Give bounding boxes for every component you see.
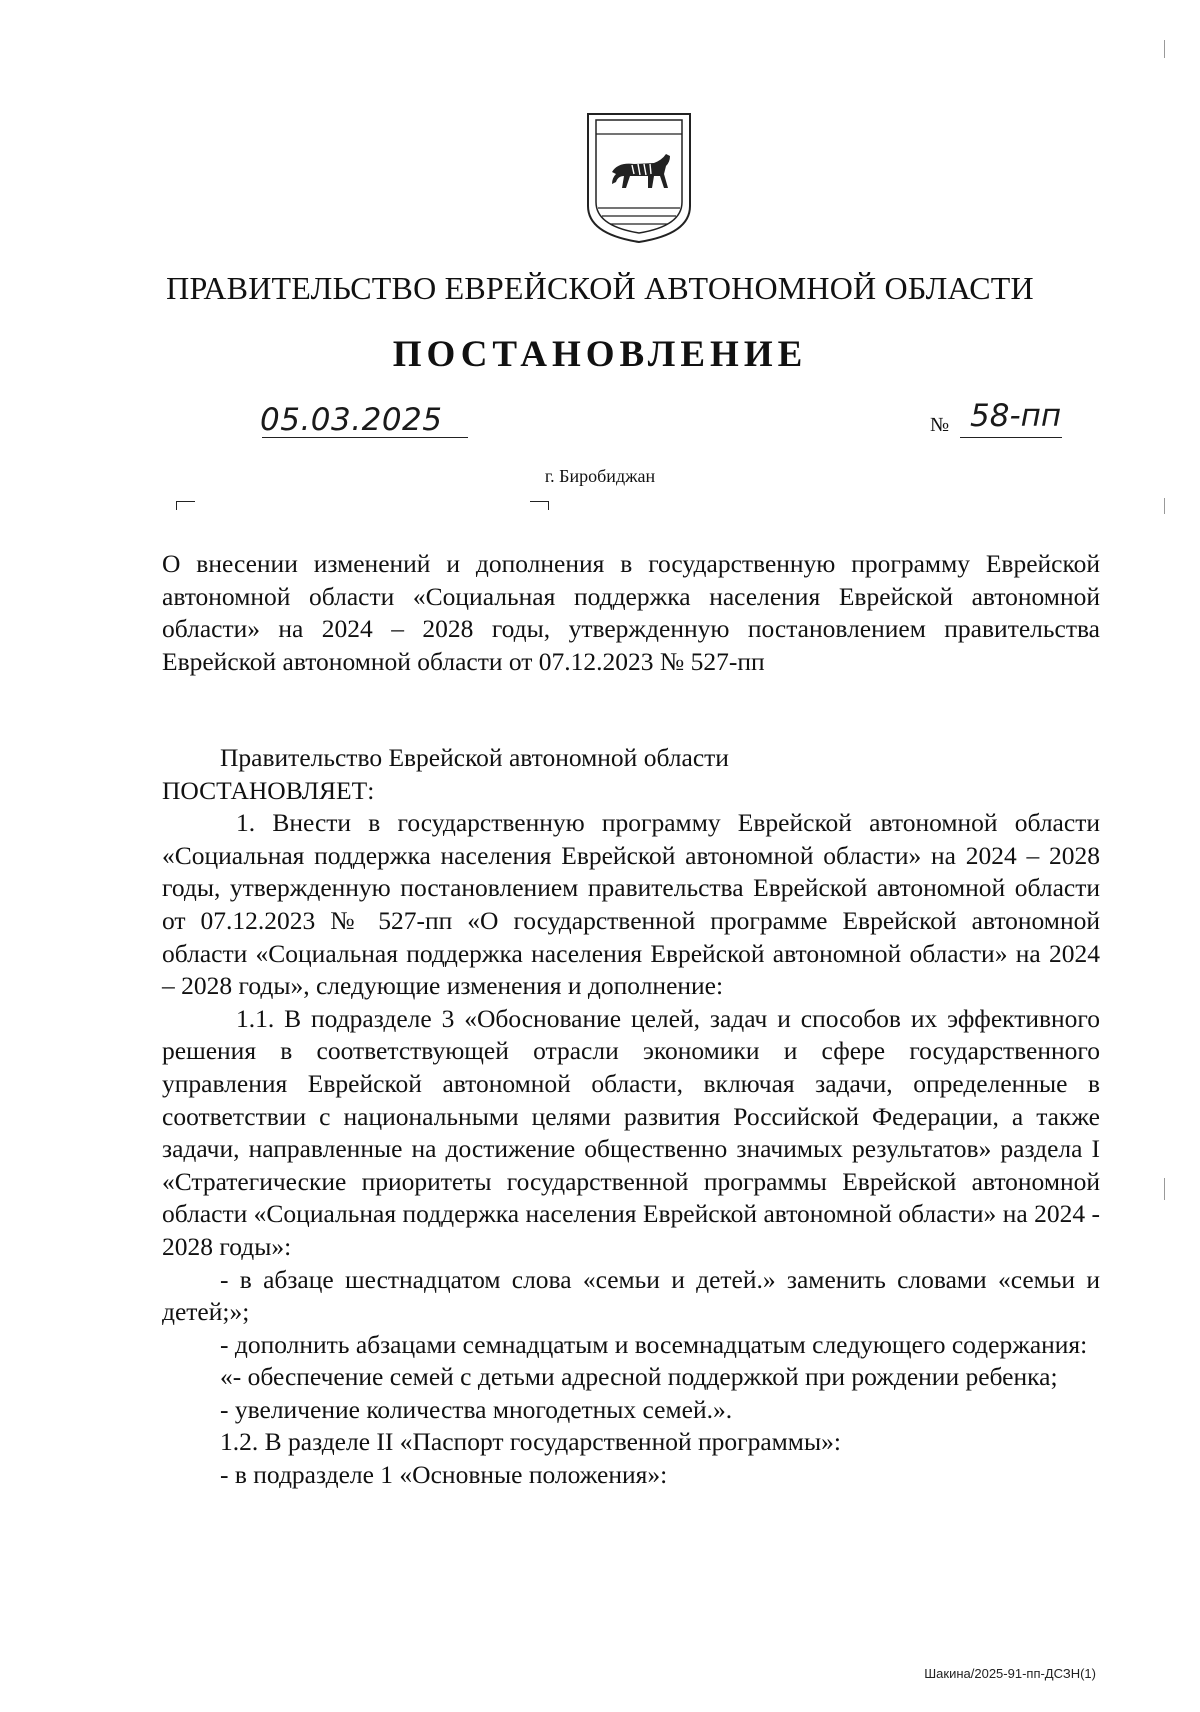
paragraph-1: 1. Внести в государственную программу Еврейской автономной области «Социальная поддержка населения Еврейской автономной области» на 2024 – 2028 годы, утвержденную постановлением правительства Еврейской автономной области от 07.12.2023 № 527-пп «О государственной программе Еврейской автономной области «Социальная поддержка населения Еврейской автономной области» на 2024 – 2028 годы», следующие изменения и дополнение: bbox=[162, 808, 1100, 1001]
number-underline bbox=[960, 437, 1062, 438]
decree-word: ПОСТАНОВЛЯЕТ: bbox=[162, 775, 375, 805]
bullet-2: - дополнить абзацами семнадцатым и восемнадцатым следующего содержания: bbox=[220, 1329, 1088, 1359]
bullet-3: - в подразделе 1 «Основные положения»: bbox=[220, 1460, 668, 1490]
paragraph-1-1: 1.1. В подразделе 3 «Обоснование целей, задач и способов их эффективного решения в соответствующей отрасли экономики и сфере государственного управления Еврейской автономной области, включая задачи, определенные в соответствии с национальными целями развития Российской Федерации, а также задачи, направленные на достижение общественно значимых результатов» раздела I «Стратегические приоритеты государственной программы Еврейской автономной области «Социальная поддержка населения Еврейской автономной области» на 2024 - 2028 годы»: bbox=[162, 1003, 1100, 1261]
document-subject: О внесении изменений и дополнения в государственную программу Еврейской автономной области «Социальная поддержка населения Еврейской автономной области» на 2024 – 2028 годы, утвержденную постановлением правительства Еврейской автономной области от 07.12.2023 № 527-пп bbox=[162, 549, 1100, 676]
date-underline bbox=[262, 437, 468, 438]
subject-bracket-right bbox=[530, 501, 549, 510]
footer-document-code: Шакина/2025-91-пп-ДСЗН(1) bbox=[924, 1666, 1096, 1681]
quoted-item-1: «- обеспечение семей с детьми адресной поддержкой при рождении ребенка; bbox=[220, 1362, 1058, 1392]
paragraph-1-2: 1.2. В разделе II «Паспорт государственной программы»: bbox=[220, 1427, 841, 1457]
opening-paragraph: Правительство Еврейской автономной области bbox=[220, 743, 729, 772]
jewish-autonomous-oblast-coat-of-arms-icon bbox=[584, 110, 694, 246]
document-date: 05.03.2025 bbox=[260, 402, 443, 438]
number-sign: № bbox=[930, 414, 950, 436]
document-body bbox=[162, 742, 1100, 1492]
scan-edge-mark bbox=[1164, 40, 1165, 58]
quoted-item-2: - увеличение количества многодетных семей.». bbox=[220, 1394, 733, 1424]
document-type-heading: ПОСТАНОВЛЕНИЕ bbox=[392, 334, 808, 375]
city-label: г. Биробиджан bbox=[544, 466, 656, 486]
bullet-1: - в абзаце шестнадцатом слова «семьи и детей.» заменить словами «семьи и детей;»; bbox=[162, 1264, 1100, 1327]
scan-edge-mark bbox=[1164, 1178, 1165, 1200]
scan-edge-mark bbox=[1164, 498, 1165, 514]
government-title: ПРАВИТЕЛЬСТВО ЕВРЕЙСКОЙ АВТОНОМНОЙ ОБЛАСТИ bbox=[166, 270, 1034, 306]
document-number: 58-пп bbox=[970, 398, 1062, 434]
subject-bracket-left bbox=[176, 501, 195, 510]
